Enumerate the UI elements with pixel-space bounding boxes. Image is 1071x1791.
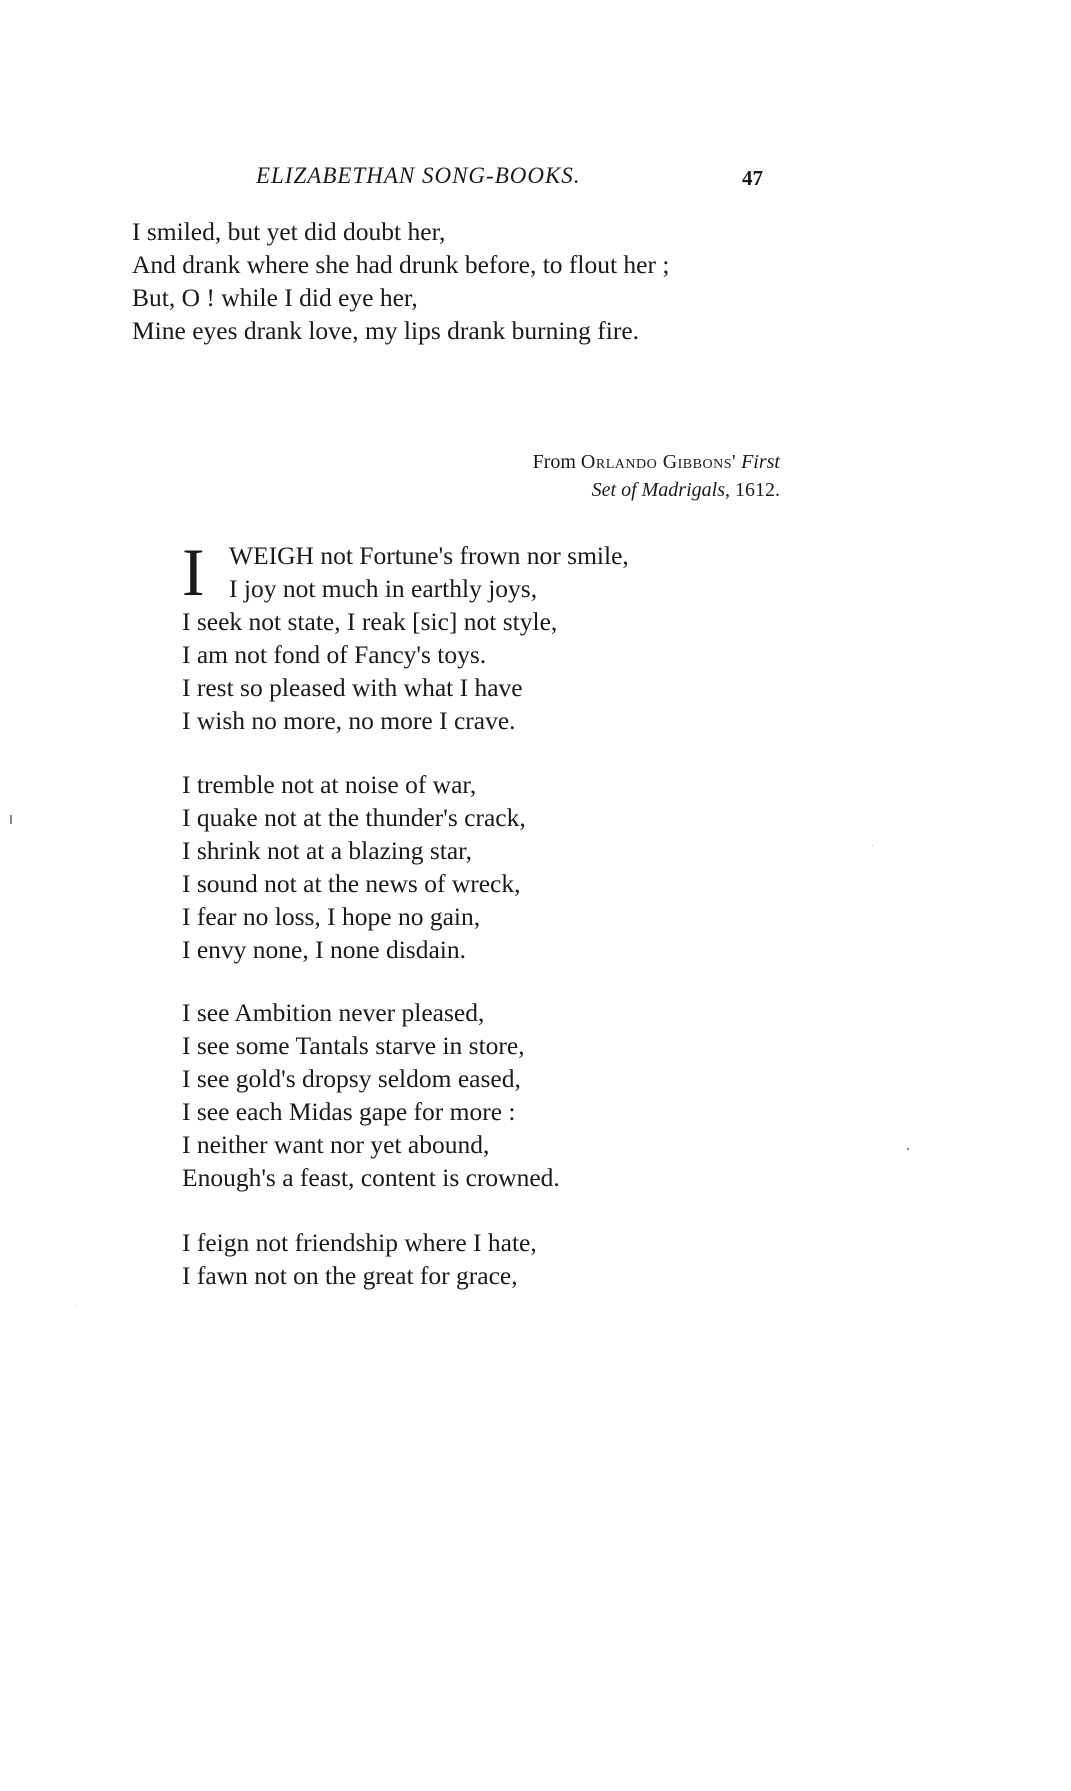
scan-speck (872, 845, 873, 846)
attribution-work-start: First (741, 451, 780, 473)
verse-line: I see gold's dropsy seldom eased, (182, 1064, 521, 1093)
verse-line: I smiled, but yet did doubt her, (132, 217, 446, 246)
verse-line: I sound not at the news of wreck, (182, 869, 521, 898)
attribution-line-2 (380, 476, 780, 504)
poem-stanza-1 (182, 534, 629, 737)
previous-poem-stanza (132, 215, 669, 347)
attribution-year: 1612. (735, 479, 780, 501)
drop-cap: I (182, 534, 205, 610)
verse-line: But, O ! while I did eye her, (132, 283, 418, 312)
running-head: ELIZABETHAN SONG-BOOKS. (256, 163, 581, 188)
verse-line: I tremble not at noise of war, (182, 770, 477, 799)
verse-line: I wish no more, no more I crave. (182, 706, 516, 735)
verse-line: I joy not much in earthly joys, (229, 574, 538, 603)
verse-line: I see Ambition never pleased, (182, 998, 485, 1027)
verse-line: I feign not friendship where I hate, (182, 1228, 537, 1257)
verse-line: I fear no loss, I hope no gain, (182, 902, 481, 931)
poem-stanza-2 (182, 768, 526, 966)
scan-speck (10, 815, 12, 824)
attribution-line-1 (380, 448, 780, 476)
scan-speck (75, 1305, 76, 1306)
verse-line: I am not fond of Fancy's toys. (182, 640, 487, 669)
attribution-work-end: Set of Madrigals, (591, 479, 730, 501)
attribution-composer: Orlando Gibbons' (580, 451, 737, 473)
verse-line: I shrink not at a blazing star, (182, 836, 473, 865)
verse-line: I envy none, I none disdain. (182, 935, 466, 964)
scan-speck (907, 1148, 909, 1150)
page-number: 47 (742, 166, 763, 190)
verse-line: I neither want nor yet abound, (182, 1130, 490, 1159)
verse-line: I seek not state, I reak [sic] not style, (182, 607, 558, 636)
verse-line: Enough's a feast, content is crowned. (182, 1163, 560, 1192)
poem-stanza-4 (182, 1226, 537, 1292)
attribution-from: From (532, 451, 576, 473)
verse-line: And drank where she had drunk before, to flout her ; (132, 250, 670, 279)
verse-line: Mine eyes drank love, my lips drank burning fire. (132, 316, 640, 345)
verse-line: I see some Tantals starve in store, (182, 1031, 525, 1060)
poem-stanza-3 (182, 996, 560, 1194)
verse-line: I rest so pleased with what I have (182, 673, 523, 702)
verse-line: I fawn not on the great for grace, (182, 1261, 518, 1290)
verse-line: WEIGH not Fortune's frown nor smile, (229, 541, 629, 570)
verse-line: I see each Midas gape for more : (182, 1097, 516, 1126)
source-attribution (380, 448, 780, 504)
verse-line: I quake not at the thunder's crack, (182, 803, 526, 832)
